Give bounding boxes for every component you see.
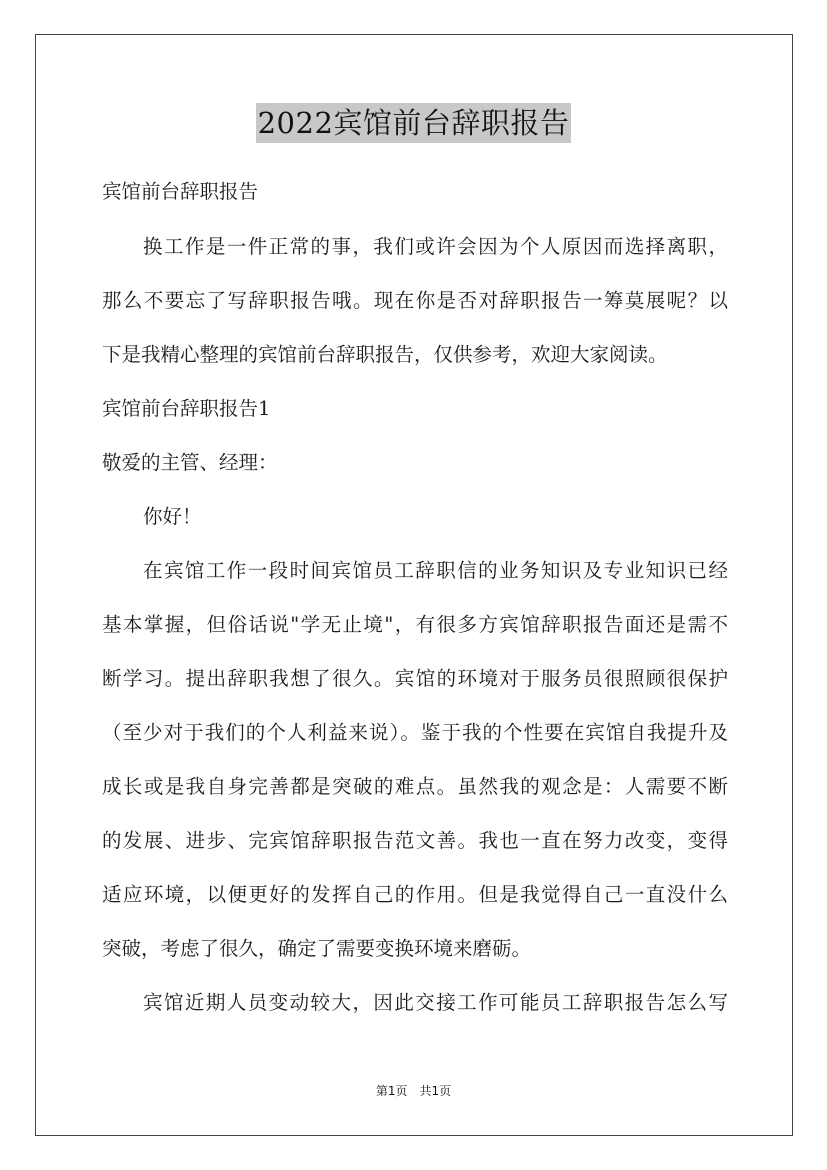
page-footer: 第1页 共1页 [375,1084,452,1098]
paragraph-line: （至少对于我们的个人利益来说）。鉴于我的个性要在宾馆自我提升及 [102,721,728,744]
paragraph-line: 成长或是我自身完善都是突破的难点。虽然我的观念是：人需要不断 [102,775,728,798]
salutation: 敬爱的主管、经理： [102,451,278,474]
paragraph-line: 换工作是一件正常的事，我们或许会因为个人原因而选择离职， [143,235,728,258]
paragraph-line: 基本掌握，但俗话说"学无止境"，有很多方宾馆辞职报告面还是需不 [102,613,728,636]
paragraph-line: 那么不要忘了写辞职报告哦。现在你是否对辞职报告一筹莫展呢？以 [102,289,728,312]
greeting: 你好！ [143,505,202,528]
section-heading: 宾馆前台辞职报告1 [102,397,271,420]
paragraph-line: 适应环境，以便更好的发挥自己的作用。但是我觉得自己一直没什么 [102,883,728,906]
paragraph-line: 下是我精心整理的宾馆前台辞职报告，仅供参考，欢迎大家阅读。 [102,343,668,366]
paragraph-line: 断学习。提出辞职我想了很久。宾馆的环境对于服务员很照顾很保护 [102,667,728,690]
paragraph-line: 突破，考虑了很久，确定了需要变换环境来磨砺。 [102,937,532,960]
paragraph-line: 宾馆近期人员变动较大，因此交接工作可能员工辞职报告怎么写 [143,991,728,1014]
document-title-text: 2022宾馆前台辞职报告 [256,103,572,143]
section-heading: 宾馆前台辞职报告 [102,180,259,203]
paragraph-line: 的发展、进步、完宾馆辞职报告范文善。我也一直在努力改变，变得 [102,829,728,852]
paragraph-line: 在宾馆工作一段时间宾馆员工辞职信的业务知识及专业知识已经 [143,559,728,582]
document-title [0,103,827,143]
